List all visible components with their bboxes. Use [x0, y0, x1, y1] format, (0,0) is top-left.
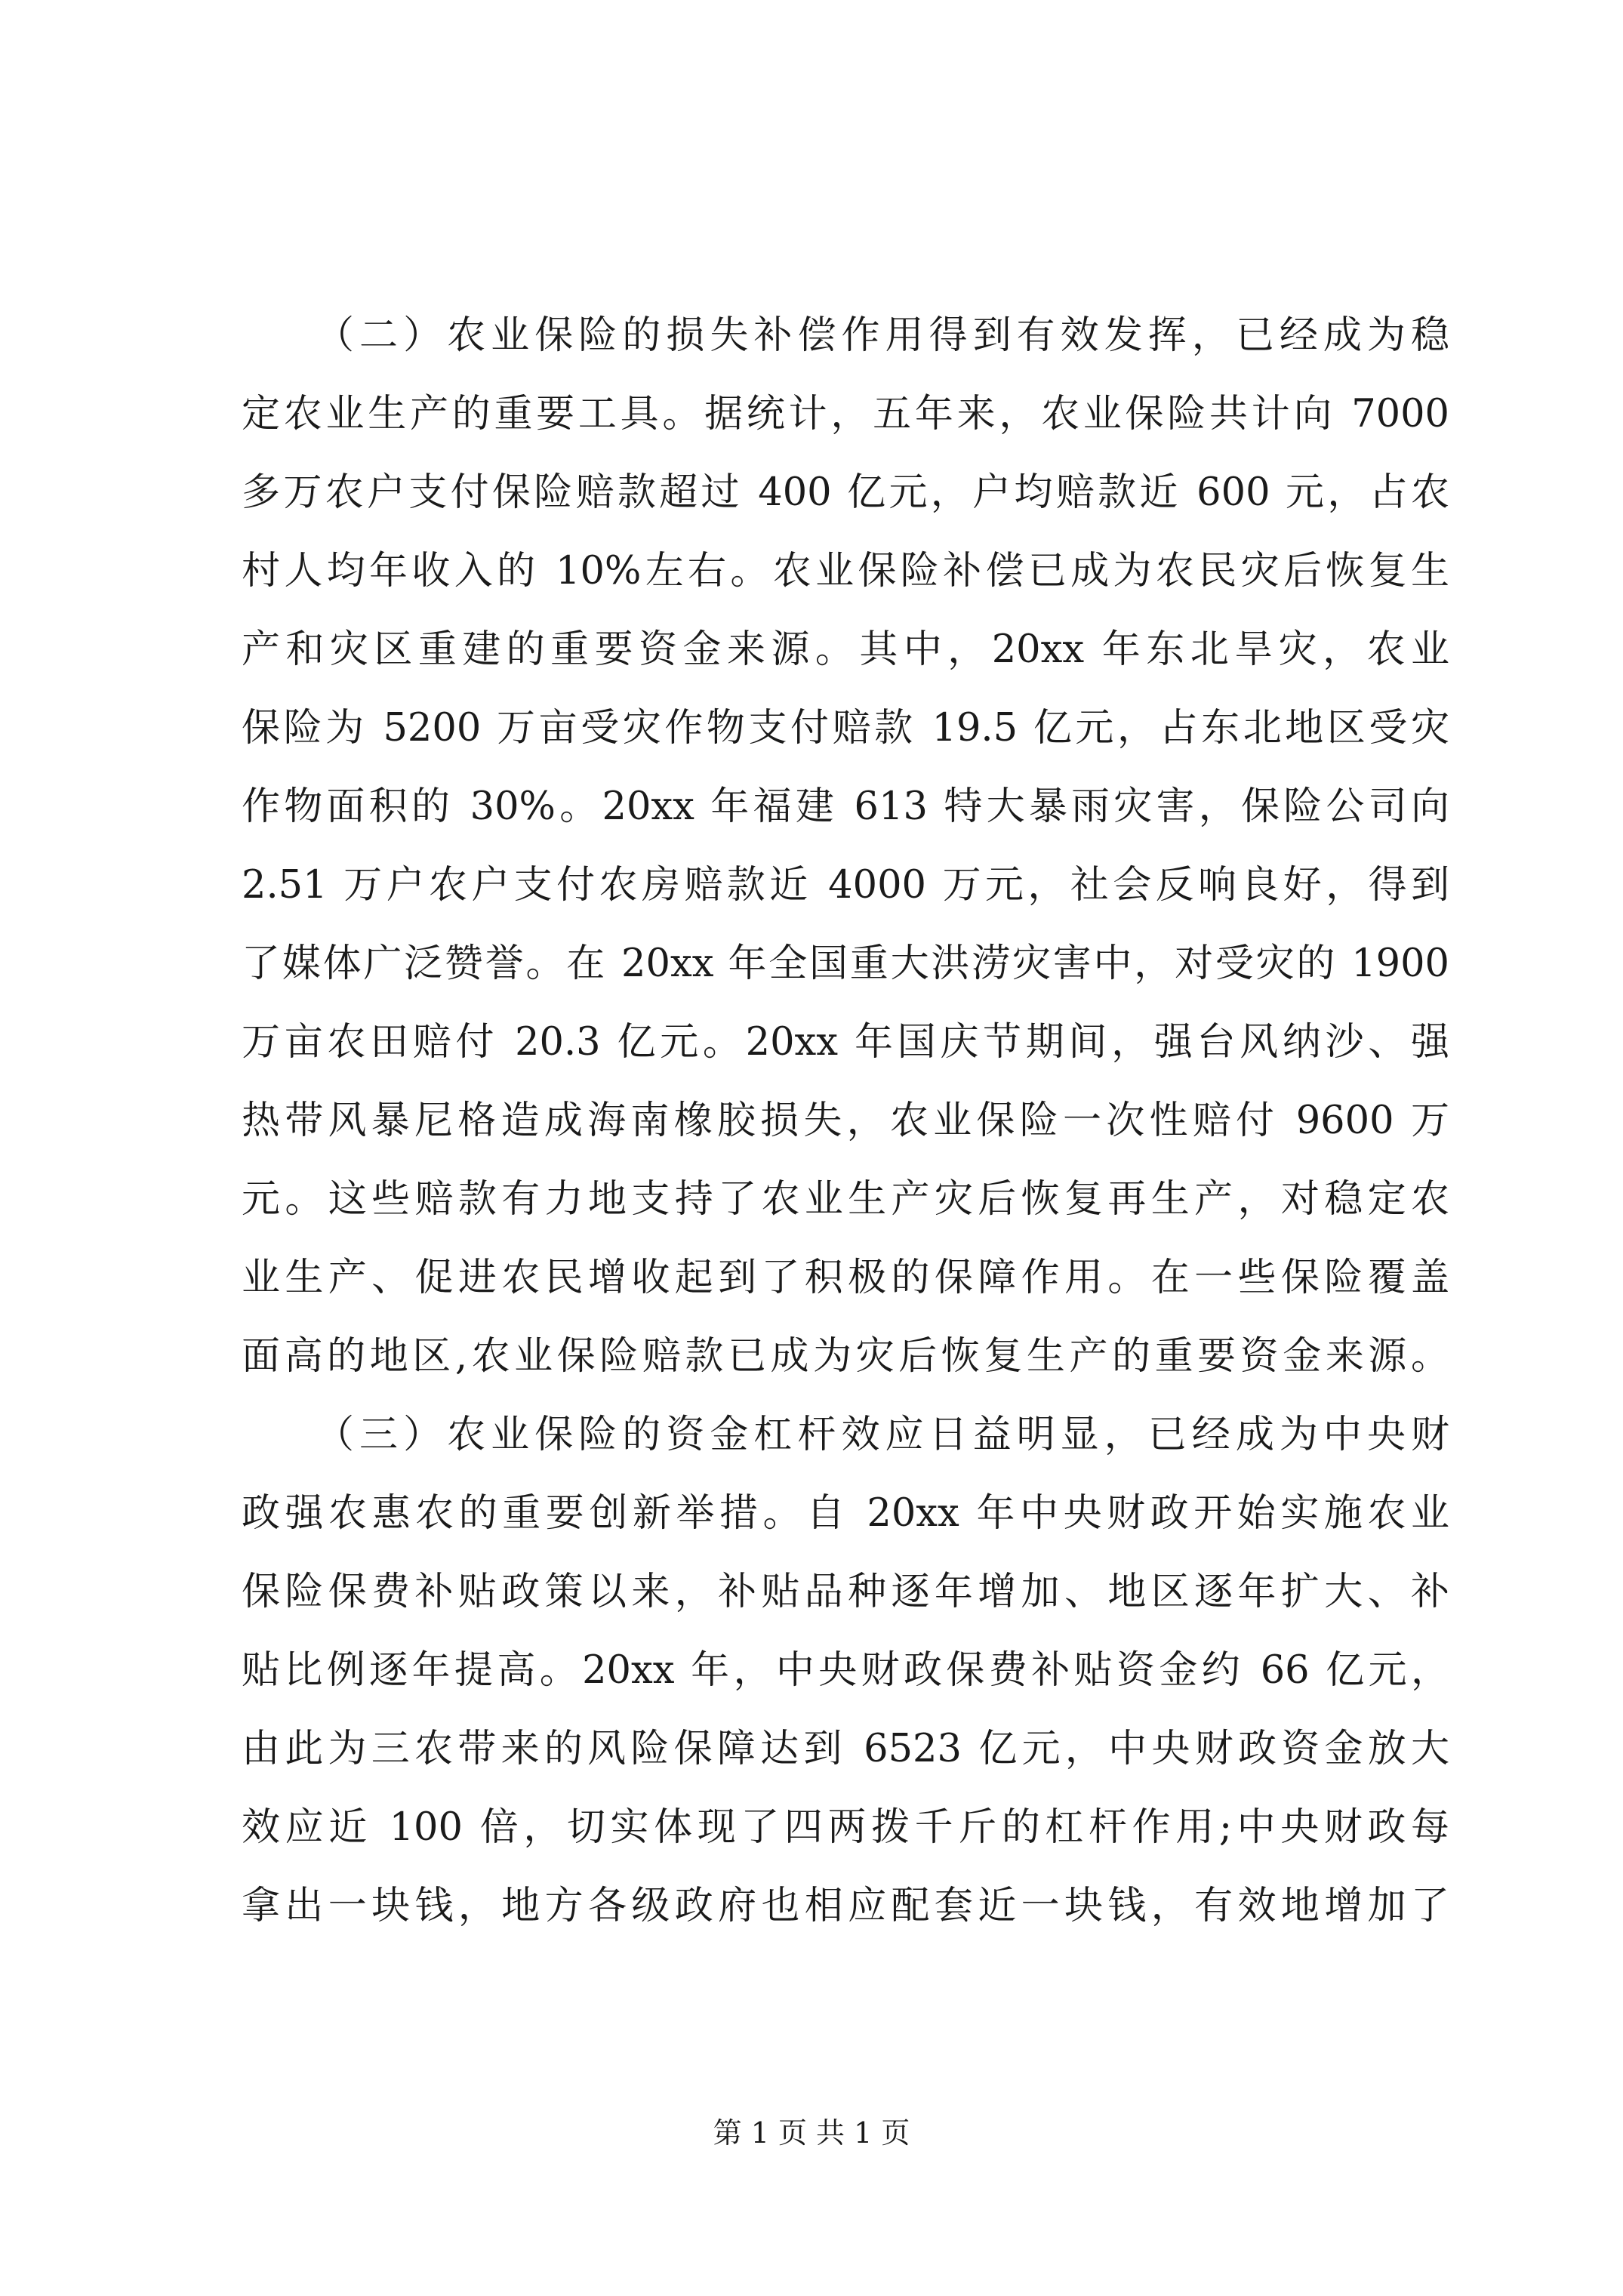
- paragraph-3-line-6: 效应近 100 倍，切实体现了四两拨千斤的杠杆作用;中央财政每: [242, 1805, 1449, 1850]
- paragraph-2-line-1: （二）农业保险的损失补偿作用得到有效发挥，已经成为稳: [316, 313, 1449, 358]
- paragraph-2-line-12: 元。这些赔款有力地支持了农业生产灾后恢复再生产，对稳定农: [242, 1177, 1449, 1222]
- paragraph-2-line-8: 2.51 万户农户支付农房赔款近 4000 万元，社会反响良好，得到: [242, 863, 1449, 908]
- paragraph-2-line-14: 面高的地区,农业保险赔款已成为灾后恢复生产的重要资金来源。: [242, 1334, 1449, 1379]
- paragraph-2-line-11: 热带风暴尼格造成海南橡胶损失，农业保险一次性赔付 9600 万: [242, 1099, 1449, 1143]
- paragraph-3-line-2: 政强农惠农的重要创新举措。自 20xx 年中央财政开始实施农业: [242, 1491, 1449, 1536]
- paragraph-2-line-10: 万亩农田赔付 20.3 亿元。20xx 年国庆节期间，强台风纳沙、强: [242, 1020, 1449, 1065]
- paragraph-2-line-9: 了媒体广泛赞誉。在 20xx 年全国重大洪涝灾害中，对受灾的 1900: [242, 942, 1449, 986]
- paragraph-3-line-3: 保险保费补贴政策以来，补贴品种逐年增加、地区逐年扩大、补: [242, 1570, 1449, 1614]
- paragraph-2-line-7: 作物面积的 30%。20xx 年福建 613 特大暴雨灾害，保险公司向: [242, 784, 1449, 829]
- paragraph-2-line-2: 定农业生产的重要工具。据统计，五年来，农业保险共计向 7000: [242, 392, 1449, 436]
- paragraph-2-line-3: 多万农户支付保险赔款超过 400 亿元，户均赔款近 600 元，占农: [242, 470, 1449, 515]
- paragraph-3-line-7: 拿出一块钱，地方各级政府也相应配套近一块钱，有效地增加了: [242, 1884, 1449, 1928]
- paragraph-3-line-5: 由此为三农带来的风险保障达到 6523 亿元，中央财政资金放大: [242, 1727, 1449, 1771]
- paragraph-2-line-6: 保险为 5200 万亩受灾作物支付赔款 19.5 亿元，占东北地区受灾: [242, 706, 1449, 750]
- paragraph-3-line-4: 贴比例逐年提高。20xx 年，中央财政保费补贴资金约 66 亿元，: [242, 1648, 1449, 1693]
- paragraph-2-line-5: 产和灾区重建的重要资金来源。其中，20xx 年东北旱灾，农业: [242, 627, 1449, 672]
- paragraph-3-line-1: （三）农业保险的资金杠杆效应日益明显，已经成为中央财: [316, 1413, 1449, 1457]
- paragraph-2-line-13: 业生产、促进农民增收起到了积极的保障作用。在一些保险覆盖: [242, 1256, 1449, 1300]
- paragraph-2-line-4: 村人均年收入的 10%左右。农业保险补偿已成为农民灾后恢复生: [242, 549, 1449, 593]
- page-number-footer: 第 1 页 共 1 页: [713, 2116, 910, 2150]
